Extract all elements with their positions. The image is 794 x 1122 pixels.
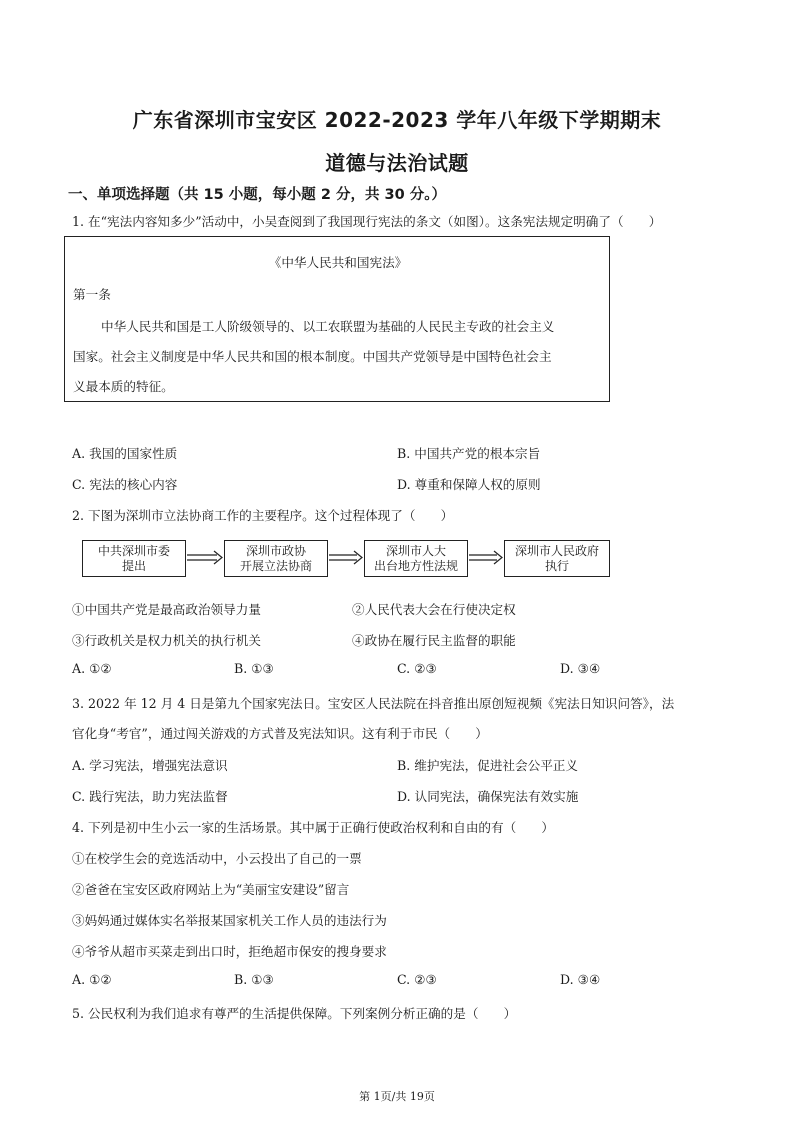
q4-option-d: D. ③④ xyxy=(560,972,601,987)
flow-step-action: 执行 xyxy=(544,558,569,573)
flow-step-org: 中共深圳市委 xyxy=(97,543,170,558)
section-heading: 一、单项选择题（共 15 小题，每小题 2 分，共 30 分。） xyxy=(68,187,446,203)
q4-option-c: C. ②③ xyxy=(397,972,437,987)
q1-stem: 1. 在“宪法内容知多少”活动中，小吴查阅到了我国现行宪法的条文（如图）。这条宪法规定明确了（ ） xyxy=(72,214,662,229)
q3-option-b: B. 维护宪法，促进社会公平正义 xyxy=(397,758,578,773)
q3-option-c: C. 践行宪法，助力宪法监督 xyxy=(72,789,228,804)
q3-option-a: A. 学习宪法，增强宪法意识 xyxy=(72,758,228,773)
flow-step-org: 深圳市人大 xyxy=(385,543,446,558)
flow-step-org: 深圳市人民政府 xyxy=(514,543,599,558)
box-text-line: 中华人民共和国是工人阶级领导的、以工农联盟为基础的人民民主专政的社会主义 xyxy=(101,319,555,334)
double-arrow-icon xyxy=(329,549,364,567)
q1-option-d: D. 尊重和保障人权的原则 xyxy=(397,477,541,492)
flow-step-4 xyxy=(504,540,610,577)
q3-stem-line1: 3. 2022 年 12 月 4 日是第九个国家宪法日。宝安区人民法院在抖音推出原创短视频《宪法日知识问答》，法 xyxy=(72,696,675,711)
q2-option-c: C. ②③ xyxy=(397,661,437,676)
q4-option-b: B. ①③ xyxy=(234,972,274,987)
q2-item-2: ②人民代表大会在行使决定权 xyxy=(352,602,516,617)
q2-item-4: ④政协在履行民主监督的职能 xyxy=(352,633,516,648)
q2-stem: 2. 下图为深圳市立法协商工作的主要程序。这个过程体现了（ ） xyxy=(72,508,454,523)
box-text-line: 国家。社会主义制度是中华人民共和国的根本制度。中国共产党领导是中国特色社会主 xyxy=(73,349,552,364)
q4-item-1: ①在校学生会的竞选活动中，小云投出了自己的一票 xyxy=(72,851,362,866)
q1-option-c: C. 宪法的核心内容 xyxy=(72,477,178,492)
exam-subject: 道德与法治试题 xyxy=(325,151,469,175)
box-title: 《中华人民共和国宪法》 xyxy=(268,255,408,270)
q3-option-d: D. 认同宪法，确保宪法有效实施 xyxy=(397,789,579,804)
q1-option-b: B. 中国共产党的根本宗旨 xyxy=(397,446,541,461)
q2-option-b: B. ①③ xyxy=(234,661,274,676)
flow-step-3 xyxy=(364,540,468,577)
flow-step-action: 提出 xyxy=(121,558,146,573)
q4-item-4: ④爷爷从超市买菜走到出口时，拒绝超市保安的搜身要求 xyxy=(72,944,387,959)
q4-item-2: ②爸爸在宝安区政府网站上为“美丽宝安建设”留言 xyxy=(72,882,350,897)
box-text-line: 义最本质的特征。 xyxy=(73,379,174,394)
q2-option-a: A. ①② xyxy=(72,661,112,676)
q1-option-a: A. 我国的国家性质 xyxy=(72,446,178,461)
page-number: 第 1页/共 19页 xyxy=(359,1090,435,1103)
q4-item-3: ③妈妈通过媒体实名举报某国家机关工作人员的违法行为 xyxy=(72,913,387,928)
flow-step-action: 出台地方性法规 xyxy=(373,558,458,573)
constitution-excerpt-box xyxy=(64,236,610,402)
flow-step-org: 深圳市政协 xyxy=(245,543,306,558)
box-article: 第一条 xyxy=(73,287,111,302)
double-arrow-icon xyxy=(187,549,224,567)
exam-title: 广东省深圳市宝安区 2022-2023 学年八年级下学期期末 xyxy=(132,108,662,132)
q3-stem-line2: 官化身“考官”，通过闯关游戏的方式普及宪法知识。这有利于市民（ ） xyxy=(72,726,488,741)
flow-step-2 xyxy=(224,540,328,577)
q4-option-a: A. ①② xyxy=(72,972,112,987)
double-arrow-icon xyxy=(469,549,504,567)
q2-item-3: ③行政机关是权力机关的执行机关 xyxy=(72,633,261,648)
q5-stem: 5. 公民权利为我们追求有尊严的生活提供保障。下列案例分析正确的是（ ） xyxy=(72,1006,517,1021)
flow-step-action: 开展立法协商 xyxy=(239,558,312,573)
q2-option-d: D. ③④ xyxy=(560,661,601,676)
flow-step-1 xyxy=(82,540,186,577)
q2-item-1: ①中国共产党是最高政治领导力量 xyxy=(72,602,261,617)
q4-stem: 4. 下列是初中生小云一家的生活场景。其中属于正确行使政治权利和自由的有（ ） xyxy=(72,820,554,835)
